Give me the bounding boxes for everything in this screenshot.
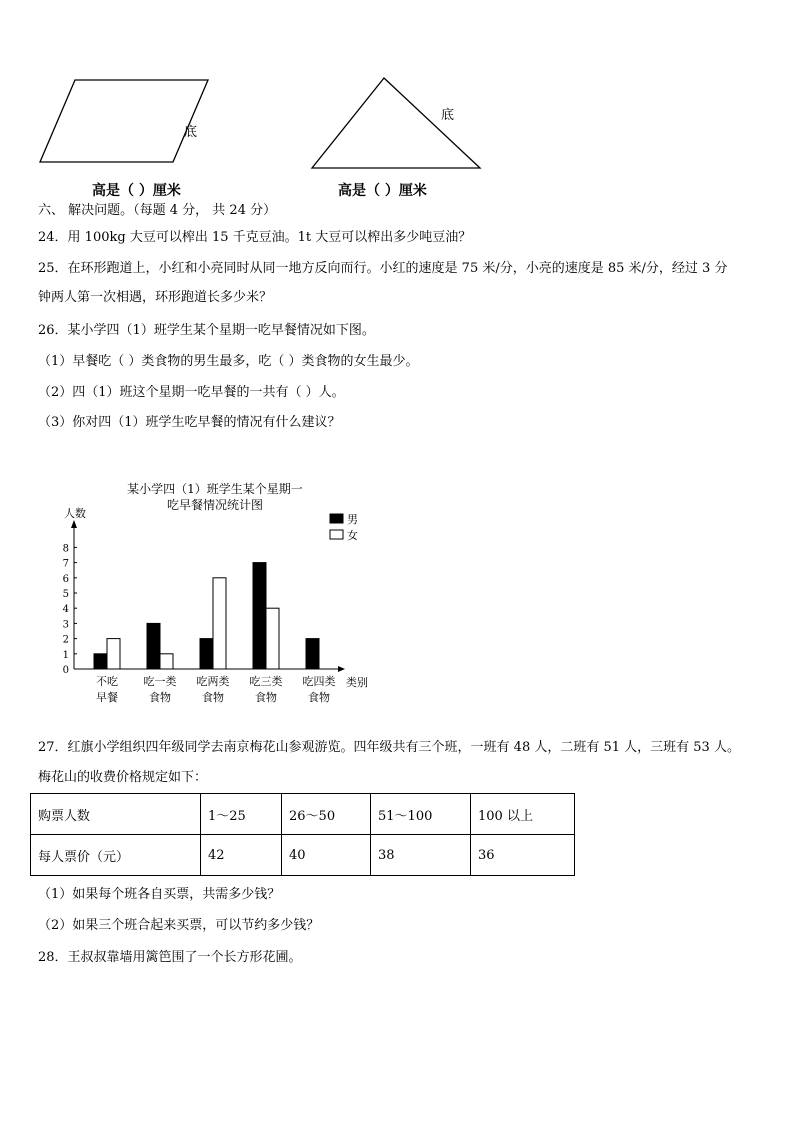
table-row — [31, 835, 575, 876]
breakfast-bar-chart — [0, 470, 794, 715]
chart-legend-swatch — [330, 530, 343, 539]
question-26-sub1: （1）早餐吃（ ）类食物的男生最多，吃（ ）类食物的女生最少。 — [38, 354, 419, 369]
question-24: 24．用 100kg 大豆可以榨出 15 千克豆油。1t 大豆可以榨出多少吨豆油？ — [38, 230, 472, 245]
chart-x-tick-label: 食物 — [255, 691, 277, 704]
chart-bar — [266, 608, 279, 669]
chart-title-line1: 某小学四（1）班学生某个星期一 — [127, 482, 303, 496]
chart-x-tick-label: 食物 — [202, 691, 224, 704]
question-27-sub2: （2）如果三个班合起来买票，可以节约多少钱？ — [38, 918, 320, 933]
geometry-figures — [0, 0, 794, 205]
question-25-line2: 钟两人第一次相遇，环形跑道长多少米？ — [38, 290, 273, 305]
chart-bar — [94, 654, 107, 669]
chart-bar — [147, 623, 160, 669]
table-cell: 38 — [371, 835, 471, 876]
chart-x-tick-label: 不吃 — [96, 675, 118, 688]
question-25-line1: 25．在环形跑道上，小红和小亮同时从同一地方反向而行。小红的速度是 75 米/分，小亮的速度是 85 米/分，经过 3 分 — [38, 261, 728, 276]
chart-x-tick-label: 食物 — [149, 691, 171, 704]
triangle-shape — [312, 78, 480, 168]
question-26-sub2: （2）四（1）班这个星期一吃早餐的一共有（ ）人。 — [38, 385, 345, 400]
question-27-line2: 梅花山的收费价格规定如下： — [38, 770, 208, 785]
chart-y-tick-label: 4 — [62, 604, 69, 616]
chart-x-tick-label: 食物 — [308, 691, 330, 704]
chart-y-tick-label: 3 — [62, 619, 69, 631]
chart-y-tick-label: 1 — [62, 649, 69, 661]
table-cell: 51～100 — [371, 794, 471, 835]
table-cell: 36 — [471, 835, 575, 876]
chart-x-axis-label: 类别 — [346, 676, 368, 689]
parallelogram-shape — [40, 80, 208, 162]
question-28: 28．王叔叔靠墙用篱笆围了一个长方形花圃。 — [38, 950, 302, 965]
chart-x-tick-label: 吃两类 — [196, 675, 230, 688]
chart-bar — [253, 563, 266, 669]
chart-x-tick-label: 早餐 — [96, 691, 118, 704]
chart-legend-label: 男 — [347, 513, 358, 526]
triangle-base-label: 底 — [441, 108, 455, 123]
question-26-sub3: （3）你对四（1）班学生吃早餐的情况有什么建议？ — [38, 415, 341, 430]
chart-y-tick-label: 0 — [62, 665, 69, 676]
table-row — [31, 794, 575, 835]
ticket-price-table — [30, 793, 575, 876]
table-cell: 100 以上 — [471, 794, 575, 835]
chart-y-tick-label: 2 — [62, 634, 69, 646]
chart-x-tick-label: 吃一类 — [143, 675, 177, 688]
chart-y-tick-label: 5 — [62, 589, 69, 600]
table-cell: 26～50 — [282, 794, 371, 835]
chart-y-tick-label: 8 — [62, 543, 69, 555]
chart-y-axis-label: 人数 — [64, 507, 86, 520]
table-cell: 42 — [201, 835, 282, 876]
parallelogram-base-label: 底 — [184, 125, 198, 140]
chart-y-axis-arrow — [71, 520, 77, 528]
chart-legend-label: 女 — [347, 529, 358, 542]
question-27-sub1: （1）如果每个班各自买票，共需多少钱？ — [38, 887, 281, 902]
question-27-line1: 27．红旗小学组织四年级同学去南京梅花山参观游览。四年级共有三个班，一班有 48 人，二班有 51 人，三班有 53 人。 — [38, 740, 740, 755]
chart-bar — [107, 639, 120, 669]
triangle-height-label: 高是（ ）厘米 — [338, 183, 427, 199]
chart-title-line2: 吃早餐情况统计图 — [166, 498, 264, 512]
chart-x-tick-label: 吃三类 — [249, 675, 283, 688]
chart-x-tick-label: 吃四类 — [302, 675, 336, 688]
table-cell: 1～25 — [201, 794, 282, 835]
table-cell: 40 — [282, 835, 371, 876]
chart-bar — [306, 639, 319, 669]
chart-bar — [160, 654, 173, 669]
question-26-intro: 26．某小学四（1）班学生某个星期一吃早餐情况如下图。 — [38, 323, 375, 338]
chart-y-tick-label: 6 — [62, 573, 69, 585]
table-cell: 购票人数 — [31, 794, 201, 835]
chart-x-axis-arrow — [338, 666, 345, 672]
table-cell: 每人票价（元） — [31, 835, 201, 876]
section-heading: 六、 解决问题。（每题 4 分， 共 24 分） — [38, 203, 277, 218]
chart-bar — [200, 639, 213, 669]
chart-y-tick-label: 7 — [62, 558, 69, 570]
parallelogram-height-label: 高是（ ）厘米 — [92, 183, 181, 199]
chart-legend-swatch — [330, 514, 343, 523]
chart-bar — [213, 578, 226, 669]
